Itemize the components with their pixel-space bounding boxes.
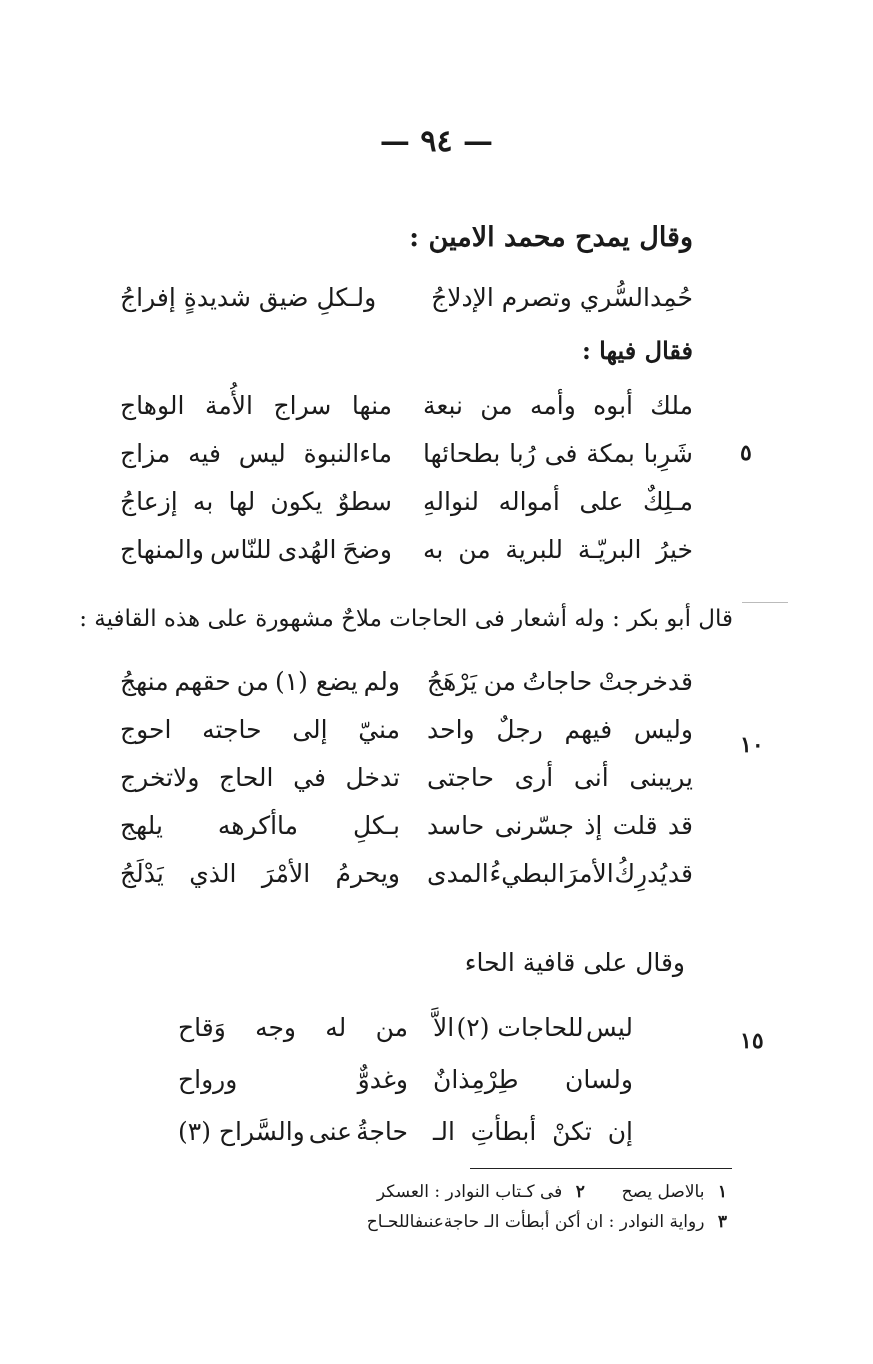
verse-word: له xyxy=(325,1013,347,1042)
verse-word: عنى xyxy=(308,1117,353,1146)
verse-word: منها xyxy=(351,391,392,420)
heading-ha: وقال على قافية الحاء xyxy=(464,948,685,977)
verse-word: حاجته xyxy=(202,715,262,744)
verse-right-hemistich xyxy=(427,710,693,750)
verse-word: بطحائها xyxy=(423,439,501,468)
verse-word: البطيءُ xyxy=(489,859,565,888)
verse-word: يلهج xyxy=(120,811,163,840)
verse-word: بـكلِ xyxy=(352,811,400,840)
verse-line xyxy=(0,758,873,798)
verse-right-hemistich xyxy=(433,1060,633,1100)
verse-word: جسّرنى xyxy=(494,811,574,840)
verse-word: يَدْلَجُ xyxy=(120,859,164,888)
heading-amin: وقال يمدح محمد الامين : xyxy=(409,222,693,253)
verse-word: سطوٌ xyxy=(337,487,392,516)
verse-line xyxy=(0,482,873,522)
verse-word: ليس xyxy=(585,1013,633,1042)
verse-word: وضحَ xyxy=(342,535,392,564)
verse-word: حاجةُ xyxy=(356,1117,408,1146)
verse-word: مزاج xyxy=(120,439,171,468)
heading-abu-bakr: قال أبو بكر : وله أشعار فى الحاجات ملاحٌ مشهورة على هذه القافية : xyxy=(79,606,733,632)
verse-word: إن xyxy=(607,1117,633,1146)
verse-word: وجه xyxy=(255,1013,297,1042)
verse-number-10: ١٠ xyxy=(740,732,764,758)
verse-word: للنّاس xyxy=(210,535,272,564)
verse-word: إزعاجُ xyxy=(120,487,178,516)
verse-word: حاجتى xyxy=(427,763,494,792)
verse-word: أنى xyxy=(573,763,609,792)
verse-right-hemistich xyxy=(433,1112,633,1152)
verse-word: لنوالهِ xyxy=(423,487,480,516)
verse-word: من xyxy=(483,667,517,696)
verse-word: ولم xyxy=(363,667,400,696)
verse-word: وَقاح xyxy=(178,1013,226,1042)
verse-word: ليس xyxy=(238,439,286,468)
verse-word: طِرْمِذانٌ xyxy=(433,1065,519,1094)
verse-word: يَرْهَجُ xyxy=(427,667,478,696)
footnote-line-2 xyxy=(367,1212,727,1232)
verse-word: قد xyxy=(667,811,693,840)
footnote-line-1 xyxy=(377,1182,727,1202)
verse-line xyxy=(0,662,873,702)
verse-word: والسَّراح (٣) xyxy=(178,1117,305,1146)
verse-word: مـلِكٌ xyxy=(642,487,693,516)
verse-word: حاجاتُ xyxy=(522,667,593,696)
verse-word: وغدوٌّ xyxy=(357,1065,408,1094)
verse-1-left-hemistich: ولـكلِ ضيق شديدةٍ إفراجُ xyxy=(120,283,377,312)
verse-word: من xyxy=(480,391,513,420)
footnote-3-number: ٣ xyxy=(717,1212,727,1232)
verse-left-hemistich xyxy=(120,386,392,426)
verse-right-hemistich xyxy=(427,758,693,798)
verse-left-hemistich xyxy=(120,482,392,522)
verse-word: الهُدى xyxy=(277,535,337,564)
verse-word: للحاجات (٢) xyxy=(456,1013,584,1042)
verse-word: واحد xyxy=(427,715,475,744)
verse-word: أبطأتِ xyxy=(470,1117,537,1146)
footnote-2-text: فى كـتاب النوادر : العسكر xyxy=(376,1182,563,1202)
verse-word: الأمرَ xyxy=(565,859,614,888)
verse-line xyxy=(0,386,873,426)
margin-mark xyxy=(742,602,788,603)
verse-word: إذ xyxy=(584,811,603,840)
verse-line xyxy=(0,854,873,894)
verse-word: ملك xyxy=(650,391,693,420)
verse-word: شَرِبا xyxy=(643,439,693,468)
verse-number-15: ١٥ xyxy=(740,1028,764,1054)
footnote-3-text: رواية النوادر : ان أكن أبطأت الـ حاجةعنىفاللحـاح xyxy=(366,1212,705,1232)
verse-right-hemistich xyxy=(427,854,693,894)
verse-line-1 xyxy=(0,278,873,318)
verse-word: الـ xyxy=(433,1117,455,1146)
verse-word: المدى xyxy=(427,859,489,888)
verse-left-hemistich xyxy=(120,662,400,702)
verse-word: يضع (١) xyxy=(274,667,358,696)
verse-left-hemistich xyxy=(120,854,400,894)
verse-right-hemistich xyxy=(433,1008,633,1048)
verse-word: في xyxy=(293,763,326,792)
verse-left-hemistich xyxy=(120,530,392,570)
footnote-rule xyxy=(470,1168,732,1169)
verse-left-hemistich xyxy=(178,1060,408,1100)
verse-left-hemistich xyxy=(178,1112,408,1152)
verse-word: الوهاج xyxy=(120,391,185,420)
verse-left-hemistich xyxy=(178,1008,408,1048)
verse-word: فيهم xyxy=(564,715,613,744)
verse-word: إلى xyxy=(292,715,328,744)
verse-number-5: ٥ xyxy=(740,440,752,466)
verse-word: وأمه xyxy=(529,391,576,420)
verse-word: الاَّ xyxy=(433,1013,455,1042)
verse-right-hemistich xyxy=(423,482,693,522)
footnote-1-number: ١ xyxy=(717,1182,727,1202)
verse-word: رُبا xyxy=(509,439,536,468)
heading-fiha: فقال فيها : xyxy=(581,336,693,365)
verse-left-hemistich xyxy=(120,806,400,846)
footnote-1-text: بالاصل يصح xyxy=(621,1182,705,1202)
verse-right-hemistich xyxy=(423,434,693,474)
verse-right-hemistich xyxy=(423,530,693,570)
verse-word: ماءالنبوة xyxy=(303,439,392,468)
verse-word: ولسان xyxy=(565,1065,633,1094)
verse-word: حاسد xyxy=(427,811,485,840)
verse-word: ورواح xyxy=(178,1065,238,1094)
verse-left-hemistich xyxy=(120,710,400,750)
verse-word: خيرُ xyxy=(656,535,693,564)
verse-word: من xyxy=(375,1013,408,1042)
verse-left-hemistich xyxy=(120,758,400,798)
verse-word: أمواله xyxy=(498,487,560,516)
verse-word: قدخرجتْ xyxy=(598,667,693,696)
verse-right-hemistich xyxy=(427,662,693,702)
verse-word: به xyxy=(423,535,444,564)
verse-line xyxy=(0,806,873,846)
verse-line xyxy=(0,530,873,570)
verse-word: تكنْ xyxy=(552,1117,592,1146)
verse-word: رجلٌ xyxy=(496,715,543,744)
verse-word: أبوه xyxy=(593,391,633,420)
verse-word: فى xyxy=(544,439,578,468)
verse-word: للبرية xyxy=(505,535,564,564)
verse-word: يكون xyxy=(270,487,323,516)
verse-word: لها xyxy=(228,487,256,516)
verse-word: الأُمة xyxy=(205,391,253,420)
verse-word: على xyxy=(579,487,624,516)
verse-line xyxy=(0,1060,873,1100)
verse-word: فيه xyxy=(188,439,221,468)
verse-word: والمنهاج xyxy=(120,535,204,564)
verse-word: يُدرِكُ xyxy=(614,859,668,888)
verse-word: تدخل xyxy=(345,763,400,792)
verse-word: بمكة xyxy=(586,439,635,468)
verse-word: وليس xyxy=(633,715,693,744)
verse-word: منهجُ xyxy=(120,667,169,696)
verse-word: ويحرمُ xyxy=(335,859,400,888)
verse-left-hemistich xyxy=(120,434,392,474)
verse-word: الحاج xyxy=(219,763,274,792)
verse-right-hemistich xyxy=(423,386,693,426)
verse-word: احوج xyxy=(120,715,172,744)
verse-word: سراج xyxy=(273,391,332,420)
verse-word: يريبنى xyxy=(629,763,693,792)
verse-word: ولاتخرج xyxy=(120,763,200,792)
verse-word: الذي xyxy=(189,859,237,888)
page-number: — ٩٤ — xyxy=(379,124,494,159)
verse-word: نبعة xyxy=(423,391,464,420)
verse-word: حقهم xyxy=(174,667,231,696)
verse-word: البريّـة xyxy=(577,535,642,564)
verse-1-right-hemistich: حُمِدالسُّري وتصرم الإدلاجُ xyxy=(431,283,693,312)
verse-word: الأمْرَ xyxy=(261,859,311,888)
verse-line xyxy=(0,1112,873,1152)
verse-right-hemistich xyxy=(427,806,693,846)
verse-word: ماأكرهه xyxy=(217,811,299,840)
footnote-2-number: ٢ xyxy=(575,1182,585,1202)
verse-word: قد xyxy=(667,859,693,888)
verse-word: من xyxy=(458,535,491,564)
verse-word: منيّ xyxy=(358,715,400,744)
verse-word: أرى xyxy=(514,763,554,792)
verse-word: به xyxy=(192,487,214,516)
verse-word: من xyxy=(236,667,270,696)
verse-word: قلت xyxy=(612,811,658,840)
